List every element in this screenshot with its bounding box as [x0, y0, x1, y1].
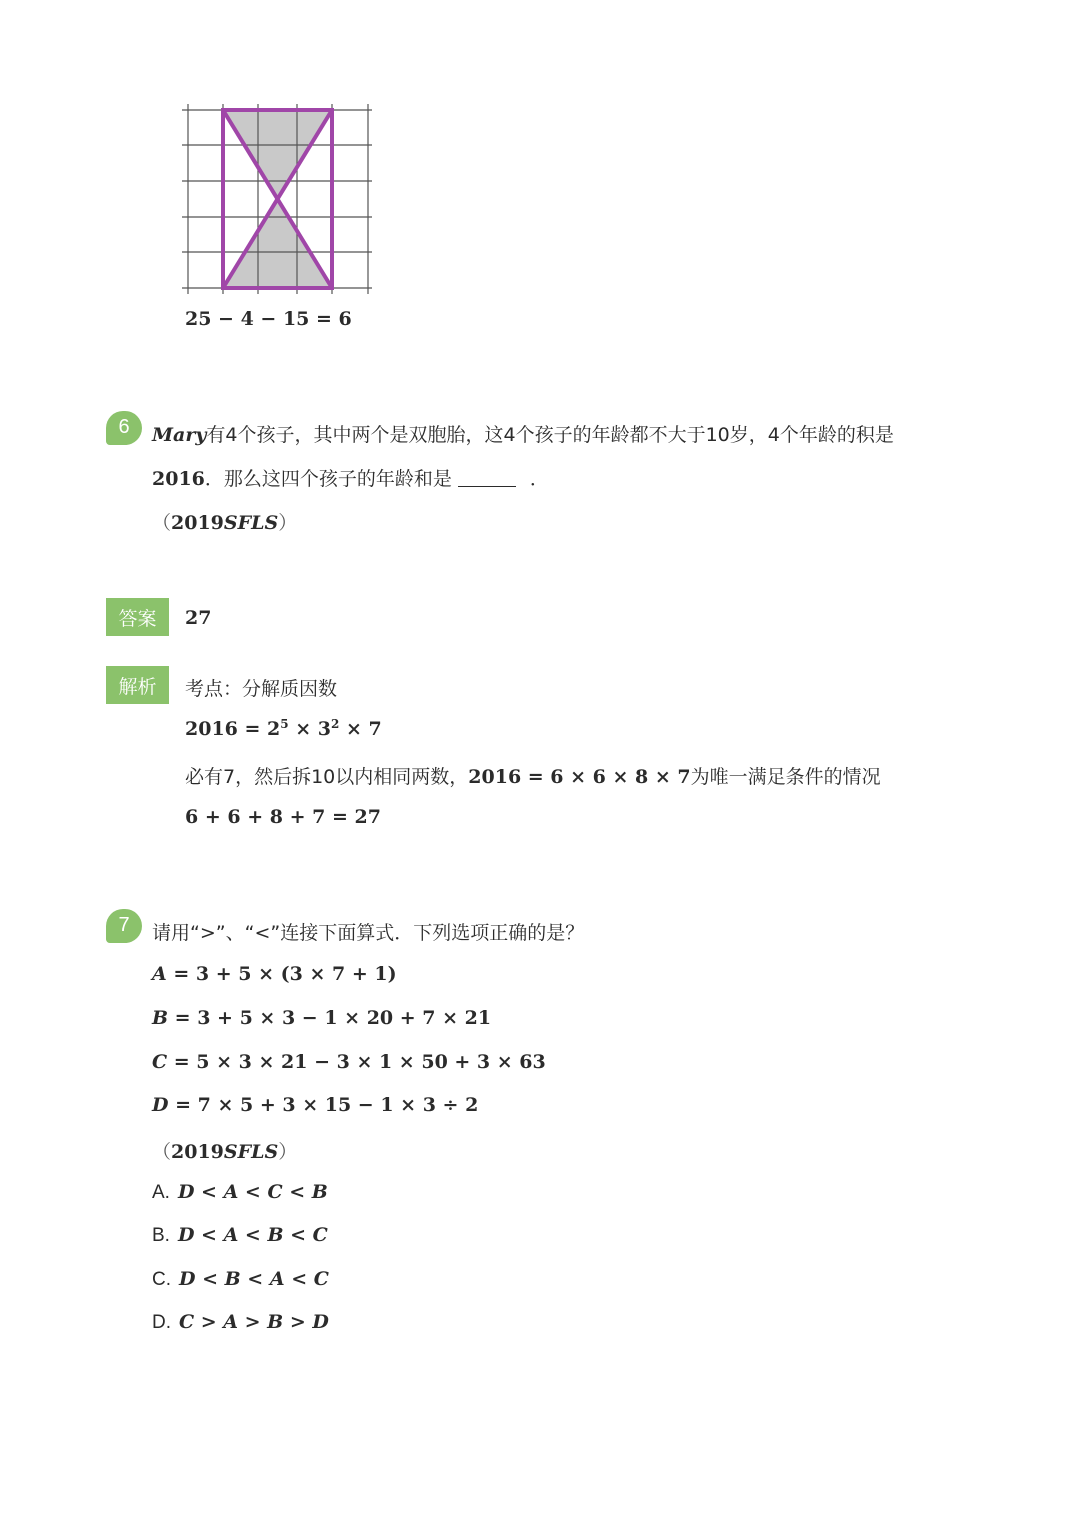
formula-d: D = 7 × 5 + 3 × 15 − 1 × 3 ÷ 2 — [152, 1094, 479, 1116]
formula-b: B = 3 + 5 × 3 − 1 × 20 + 7 × 21 — [152, 1007, 492, 1029]
question-6-line-1 — [152, 420, 894, 447]
question-7-source: （2019SFLS） — [152, 1141, 298, 1163]
option-d[interactable]: D. C > A > B > D — [152, 1311, 329, 1333]
answer-value: 27 — [185, 607, 212, 629]
question-7-stem: 请用“>”、“<”连接下面算式．下列选项正确的是？ — [152, 922, 585, 944]
answer-blank[interactable] — [458, 486, 516, 487]
option-b[interactable]: B. D < A < B < C — [152, 1224, 328, 1246]
q6-line2-text: ．那么这四个孩子的年龄和是 — [204, 468, 452, 490]
answer-tag: 答案 — [106, 598, 169, 636]
q6-line1-text: 有4个孩子，其中两个是双胞胎，这4个孩子的年龄都不大于10岁，4个年龄的积是 — [206, 424, 894, 446]
analysis-tag: 解析 — [106, 666, 169, 704]
source-year: 2019 — [171, 512, 224, 534]
analysis-line-3: 必有7，然后拆10以内相同两数，2016 = 6 × 6 × 8 × 7为唯一满足条件的情况 — [185, 766, 881, 788]
analysis-line-4: 6 + 6 + 8 + 7 = 27 — [185, 806, 381, 828]
name-mary: Mary — [152, 424, 207, 446]
analysis-line-1: 考点：分解质因数 — [185, 678, 338, 700]
shaded-top-triangle — [223, 110, 332, 196]
q6-number-2016: 2016 — [152, 468, 205, 490]
source-code: SFLS — [223, 512, 279, 534]
figure-caption: 25 − 4 − 15 = 6 — [185, 308, 352, 330]
shaded-bottom-triangle — [223, 202, 332, 288]
analysis-line-2: $2016 = 2^5 \times 3^2 \times 7$ — [185, 717, 382, 740]
question-6-badge: 6 — [106, 411, 142, 445]
question-6-source: （2019SFLS） — [152, 512, 298, 534]
formula-a: A = 3 + 5 × (3 × 7 + 1) — [152, 963, 397, 985]
question-7-badge: 7 — [106, 909, 142, 943]
option-a[interactable]: A. D < A < C < B — [152, 1181, 328, 1203]
question-6-line-2 — [152, 464, 549, 491]
option-c[interactable]: C. D < B < A < C — [152, 1268, 329, 1290]
q6-line2-end: ． — [529, 468, 549, 490]
formula-c: C = 5 × 3 × 21 − 3 × 1 × 50 + 3 × 63 — [152, 1051, 546, 1073]
grid-figure — [180, 102, 376, 298]
